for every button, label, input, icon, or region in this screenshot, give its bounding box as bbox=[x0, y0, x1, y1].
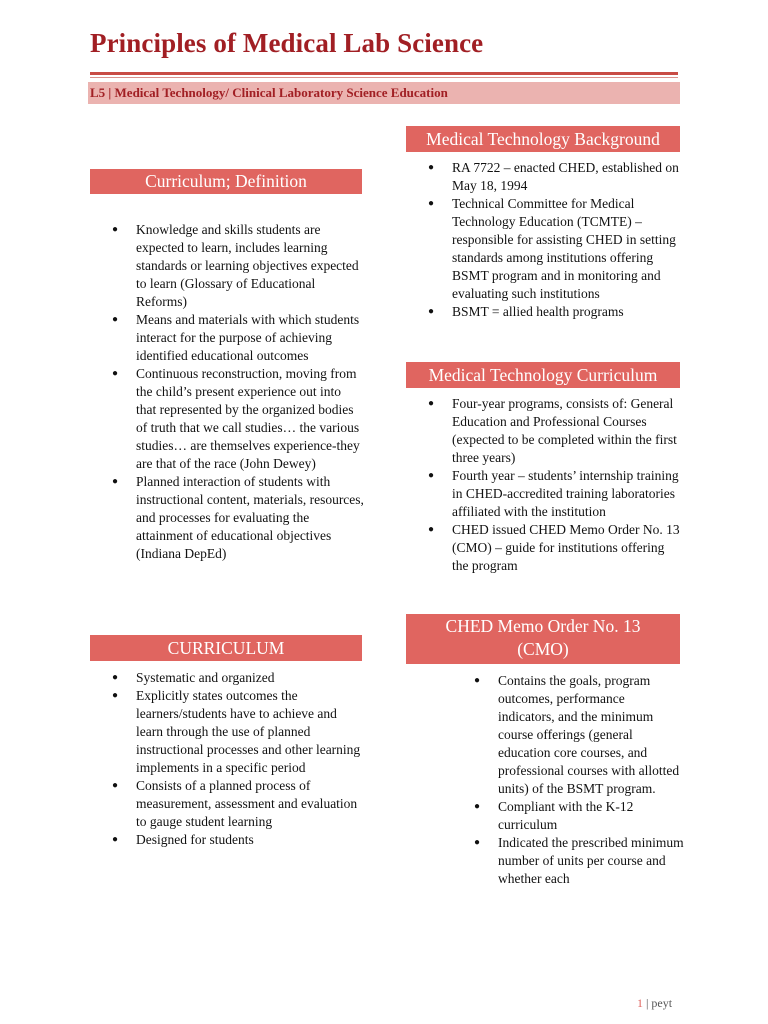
list-item: ● Four-year programs, consists of: General Education and Professional Courses (expected to be completed within the first three years) bbox=[428, 395, 680, 467]
list-item: ● Planned interaction of students with instructional content, materials, resources, and processes for evaluating the attainment of educational objectives (Indiana DepEd) bbox=[112, 473, 364, 563]
list-cmo bbox=[474, 672, 684, 888]
list-curriculum-definition bbox=[112, 221, 364, 563]
page-number: 1 bbox=[637, 996, 643, 1010]
list-background bbox=[428, 159, 680, 321]
footer-author: | peyt bbox=[643, 996, 673, 1010]
list-item: ● RA 7722 – enacted CHED, established on May 18, 1994 bbox=[428, 159, 680, 195]
heading-mt-curriculum: Medical Technology Curriculum bbox=[406, 362, 680, 388]
heading-curriculum: CURRICULUM bbox=[90, 635, 362, 661]
list-item: ● Indicated the prescribed minimum number of units per course and whether each bbox=[474, 834, 684, 888]
heading-background: Medical Technology Background bbox=[406, 126, 680, 152]
list-item: ● Technical Committee for Medical Technology Education (TCMTE) – responsible for assisting CHED in setting standards among institutions offering BSMT program and in monitoring and evaluating such institutions bbox=[428, 195, 680, 303]
lesson-title: L5 | Medical Technology/ Clinical Laboratory Science Education bbox=[90, 85, 448, 100]
list-item: ● CHED issued CHED Memo Order No. 13 (CMO) – guide for institutions offering the program bbox=[428, 521, 680, 575]
list-item: ● Compliant with the K-12 curriculum bbox=[474, 798, 684, 834]
list-item: ● Fourth year – students’ internship training in CHED-accredited training laboratories affiliated with the institution bbox=[428, 467, 680, 521]
list-item: ● Continuous reconstruction, moving from the child’s present experience out into that represented by the organized bodies of truth that we call studies… the various studies… are themselves experience-they are that of the race (John Dewey) bbox=[112, 365, 364, 473]
title-rule-thin bbox=[90, 77, 678, 78]
list-item: ● Explicitly states outcomes the learners/students have to achieve and learn through the use of planned instructional processes and other learning implements in a specific period bbox=[112, 687, 364, 777]
list-item: ● BSMT = allied health programs bbox=[428, 303, 680, 321]
list-item: ● Contains the goals, program outcomes, performance indicators, and the minimum course offerings (general education core courses, and professional courses with allotted units) of the BSMT program. bbox=[474, 672, 684, 798]
list-item: ● Means and materials with which students interact for the purpose of achieving identified educational outcomes bbox=[112, 311, 364, 365]
page-footer bbox=[637, 996, 672, 1011]
list-item: ● Designed for students bbox=[112, 831, 364, 849]
title-rule bbox=[90, 72, 678, 75]
list-mt-curriculum bbox=[428, 395, 680, 575]
document-title: Principles of Medical Lab Science bbox=[90, 28, 484, 58]
list-item: ● Knowledge and skills students are expected to learn, includes learning standards or learning objectives expected to learn (Glossary of Educational Reforms) bbox=[112, 221, 364, 311]
list-item: ● Systematic and organized bbox=[112, 669, 364, 687]
list-curriculum bbox=[112, 669, 364, 849]
lesson-bar bbox=[88, 82, 680, 104]
list-item: ● Consists of a planned process of measurement, assessment and evaluation to gauge student learning bbox=[112, 777, 364, 831]
heading-curriculum-definition: Curriculum; Definition bbox=[90, 169, 362, 194]
heading-cmo: CHED Memo Order No. 13 (CMO) bbox=[406, 614, 680, 664]
